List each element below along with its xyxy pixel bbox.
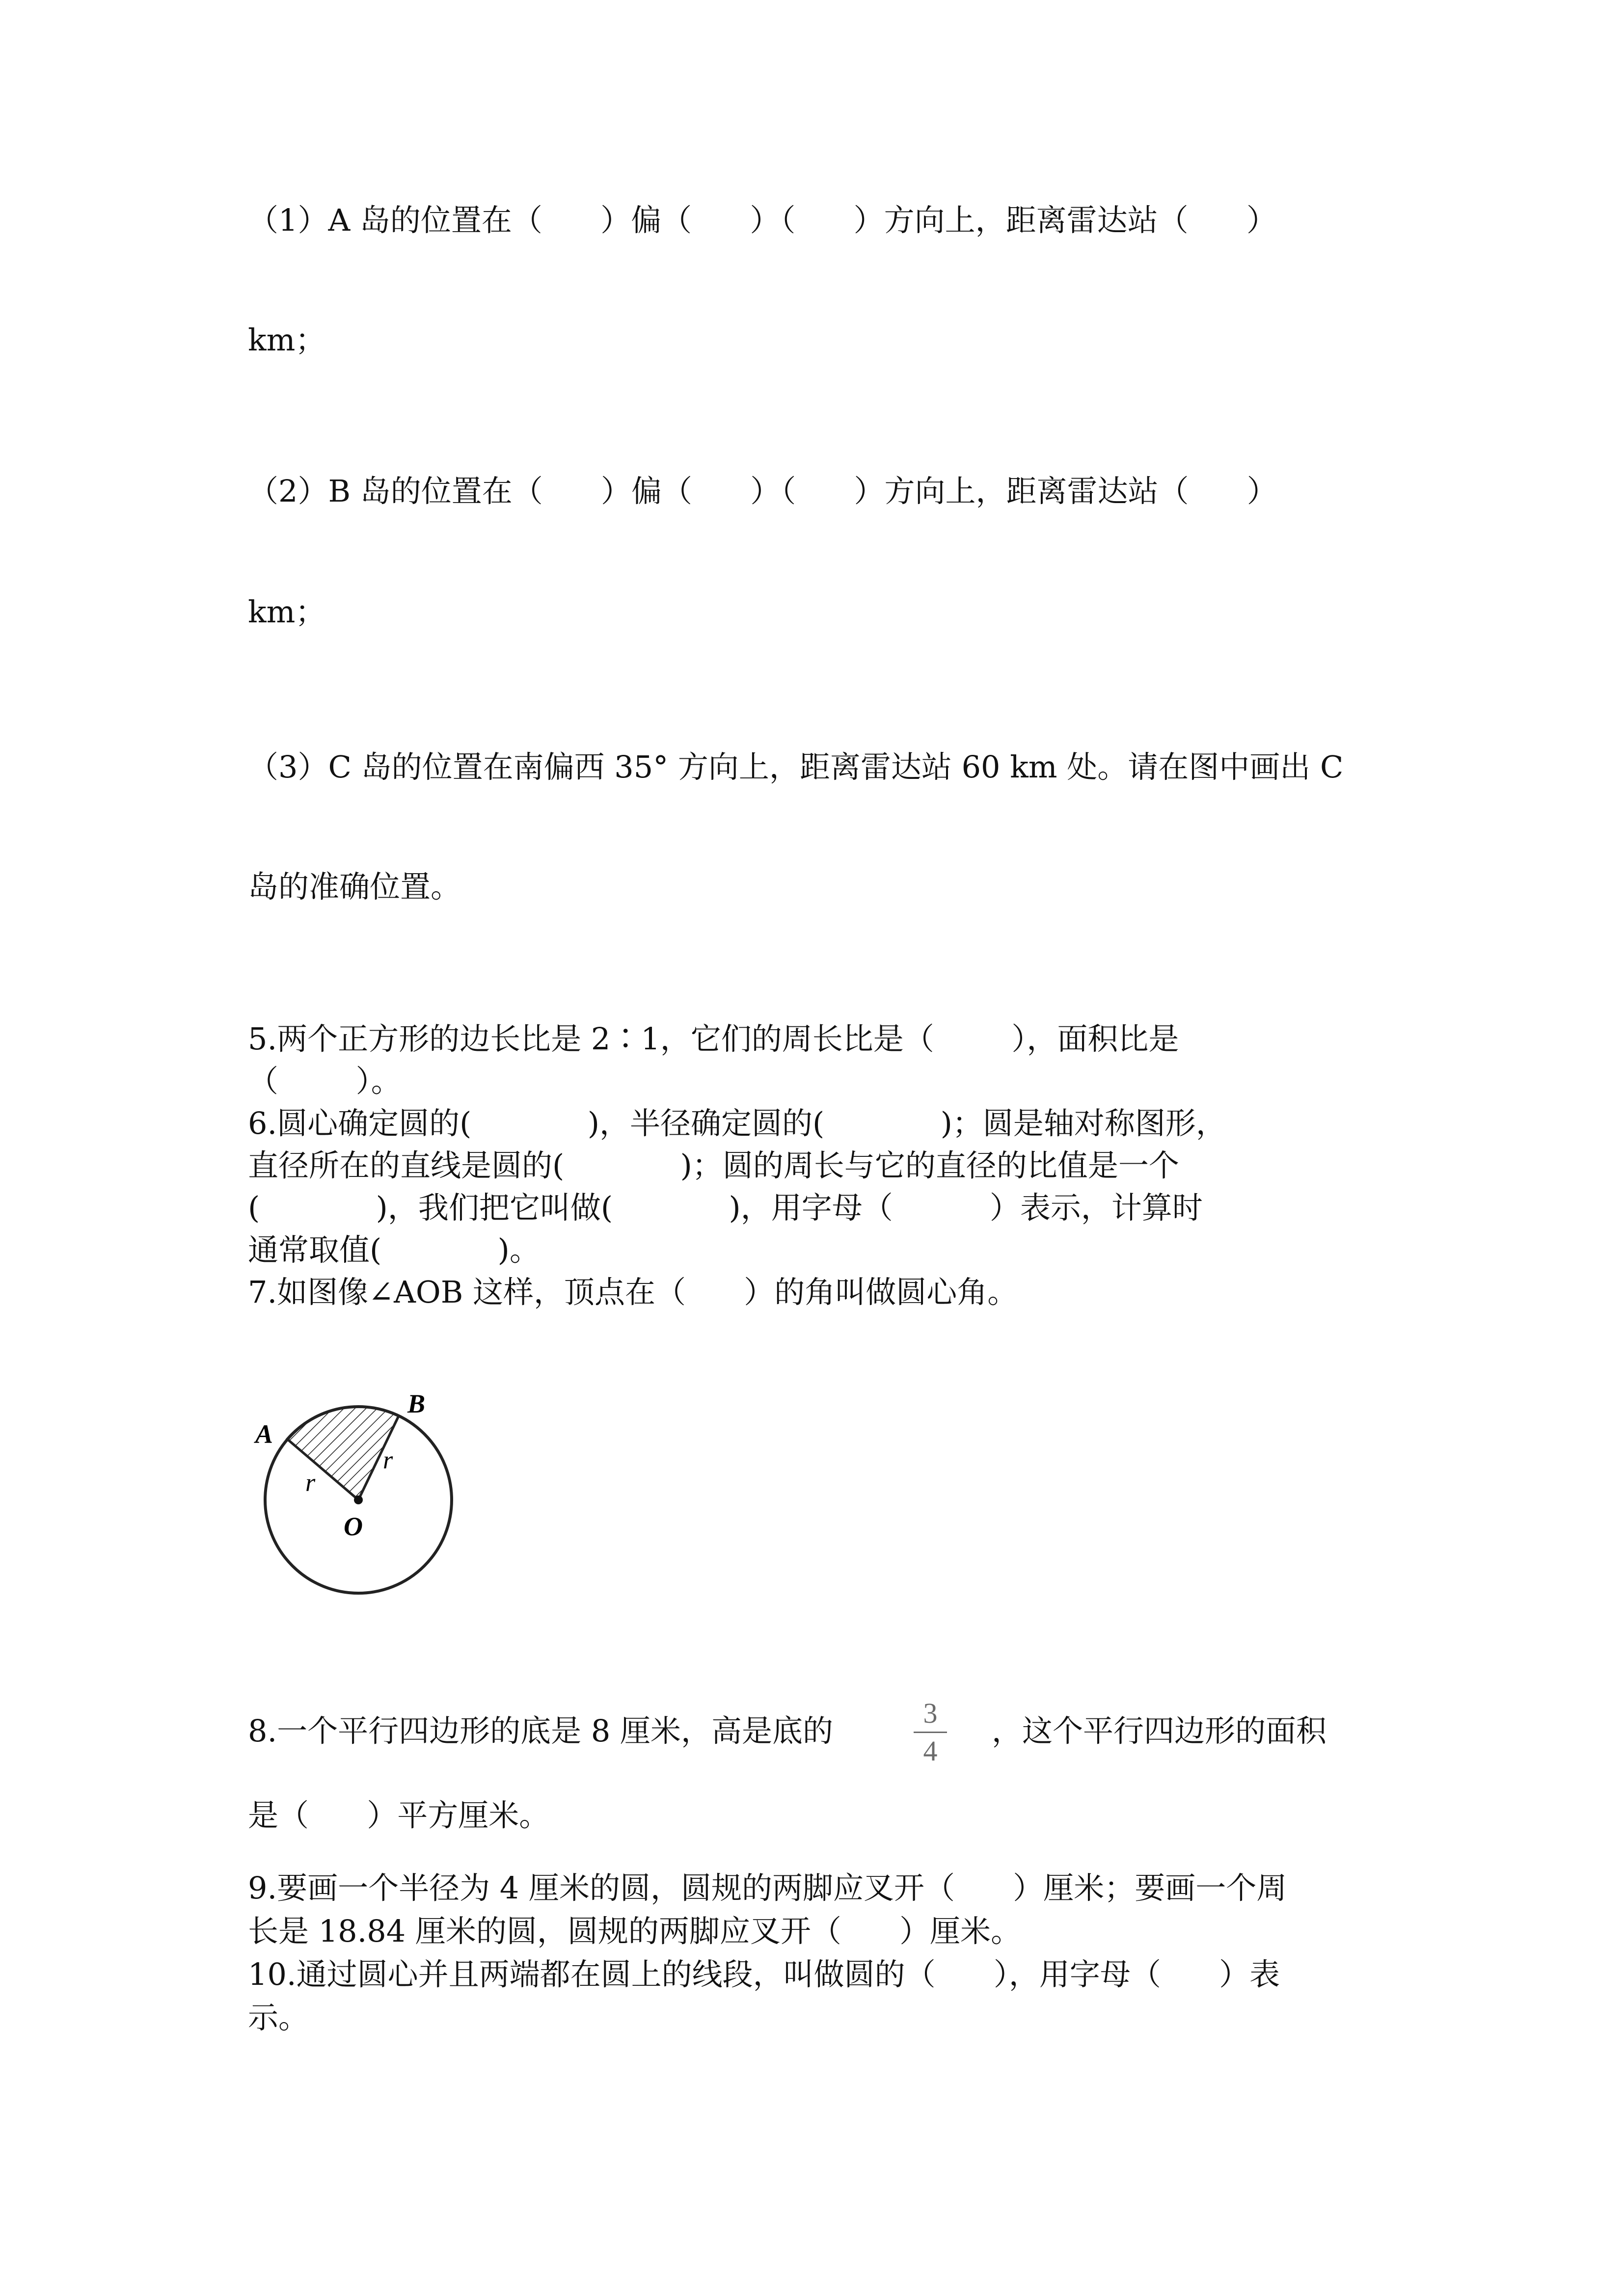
center-point — [354, 1495, 363, 1504]
q6-line1: 6.圆心确定圆的( )，半径确定圆的( )；圆是轴对称图形， — [248, 1105, 1226, 1141]
q6-line3: ( )，我们把它叫做( )，用字母（ ）表示，计算时 — [248, 1190, 1203, 1226]
circle-sector-figure — [245, 1384, 461, 1600]
fraction-three-quarters — [911, 1699, 950, 1765]
q10-line2: 示。 — [248, 2000, 309, 2035]
label-a: A — [255, 1419, 273, 1449]
label-o: O — [344, 1512, 363, 1541]
q5-line1: 5.两个正方形的边长比是 2∶1，它们的周长比是（ ），面积比是 — [248, 1021, 1179, 1057]
q9-line1: 9.要画一个半径为 4 厘米的圆，圆规的两脚应叉开（ ）厘米；要画一个周 — [248, 1870, 1287, 1906]
q4-part1-line1: （1）A 岛的位置在（ ）偏（ ）（ ）方向上，距离雷达站（ ） — [248, 202, 1277, 238]
q4-part3-line2: 岛的准确位置。 — [248, 869, 461, 905]
q4-part2-line1: （2）B 岛的位置在（ ）偏（ ）（ ）方向上，距离雷达站（ ） — [248, 473, 1277, 509]
q6-line4: 通常取值( )。 — [248, 1232, 540, 1268]
q6-line2: 直径所在的直线是圆的( )；圆的周长与它的直径的比值是一个 — [248, 1148, 1179, 1183]
q8-line2: 是（ ）平方厘米。 — [248, 1797, 550, 1833]
q9-line2: 长是 18.84 厘米的圆，圆规的两脚应叉开（ ）厘米。 — [248, 1913, 1022, 1949]
q4-part2-line2: km； — [248, 594, 326, 630]
label-r-left: r — [305, 1469, 316, 1497]
label-r-right: r — [383, 1446, 393, 1474]
q10-line1: 10.通过圆心并且两端都在圆上的线段，叫做圆的（ ），用字母（ ）表 — [248, 1956, 1280, 1992]
fraction-numerator: 3 — [923, 1697, 938, 1729]
q7-line1: 7.如图像∠AOB 这样，顶点在（ ）的角叫做圆心角。 — [248, 1274, 1018, 1310]
label-b: B — [407, 1389, 426, 1418]
q5-line2: （ ）。 — [248, 1063, 402, 1099]
q8-line1-start: 8.一个平行四边形的底是 8 厘米，高是底的 — [248, 1713, 834, 1749]
q4-part3-line1: （3）C 岛的位置在南偏西 35° 方向上，距离雷达站 60 km 处。请在图中画出 C — [248, 749, 1344, 785]
fraction-denominator: 4 — [923, 1735, 938, 1767]
q8-line1-end: ，这个平行四边形的面积 — [992, 1713, 1327, 1749]
q4-part1-line2: km； — [248, 322, 326, 358]
